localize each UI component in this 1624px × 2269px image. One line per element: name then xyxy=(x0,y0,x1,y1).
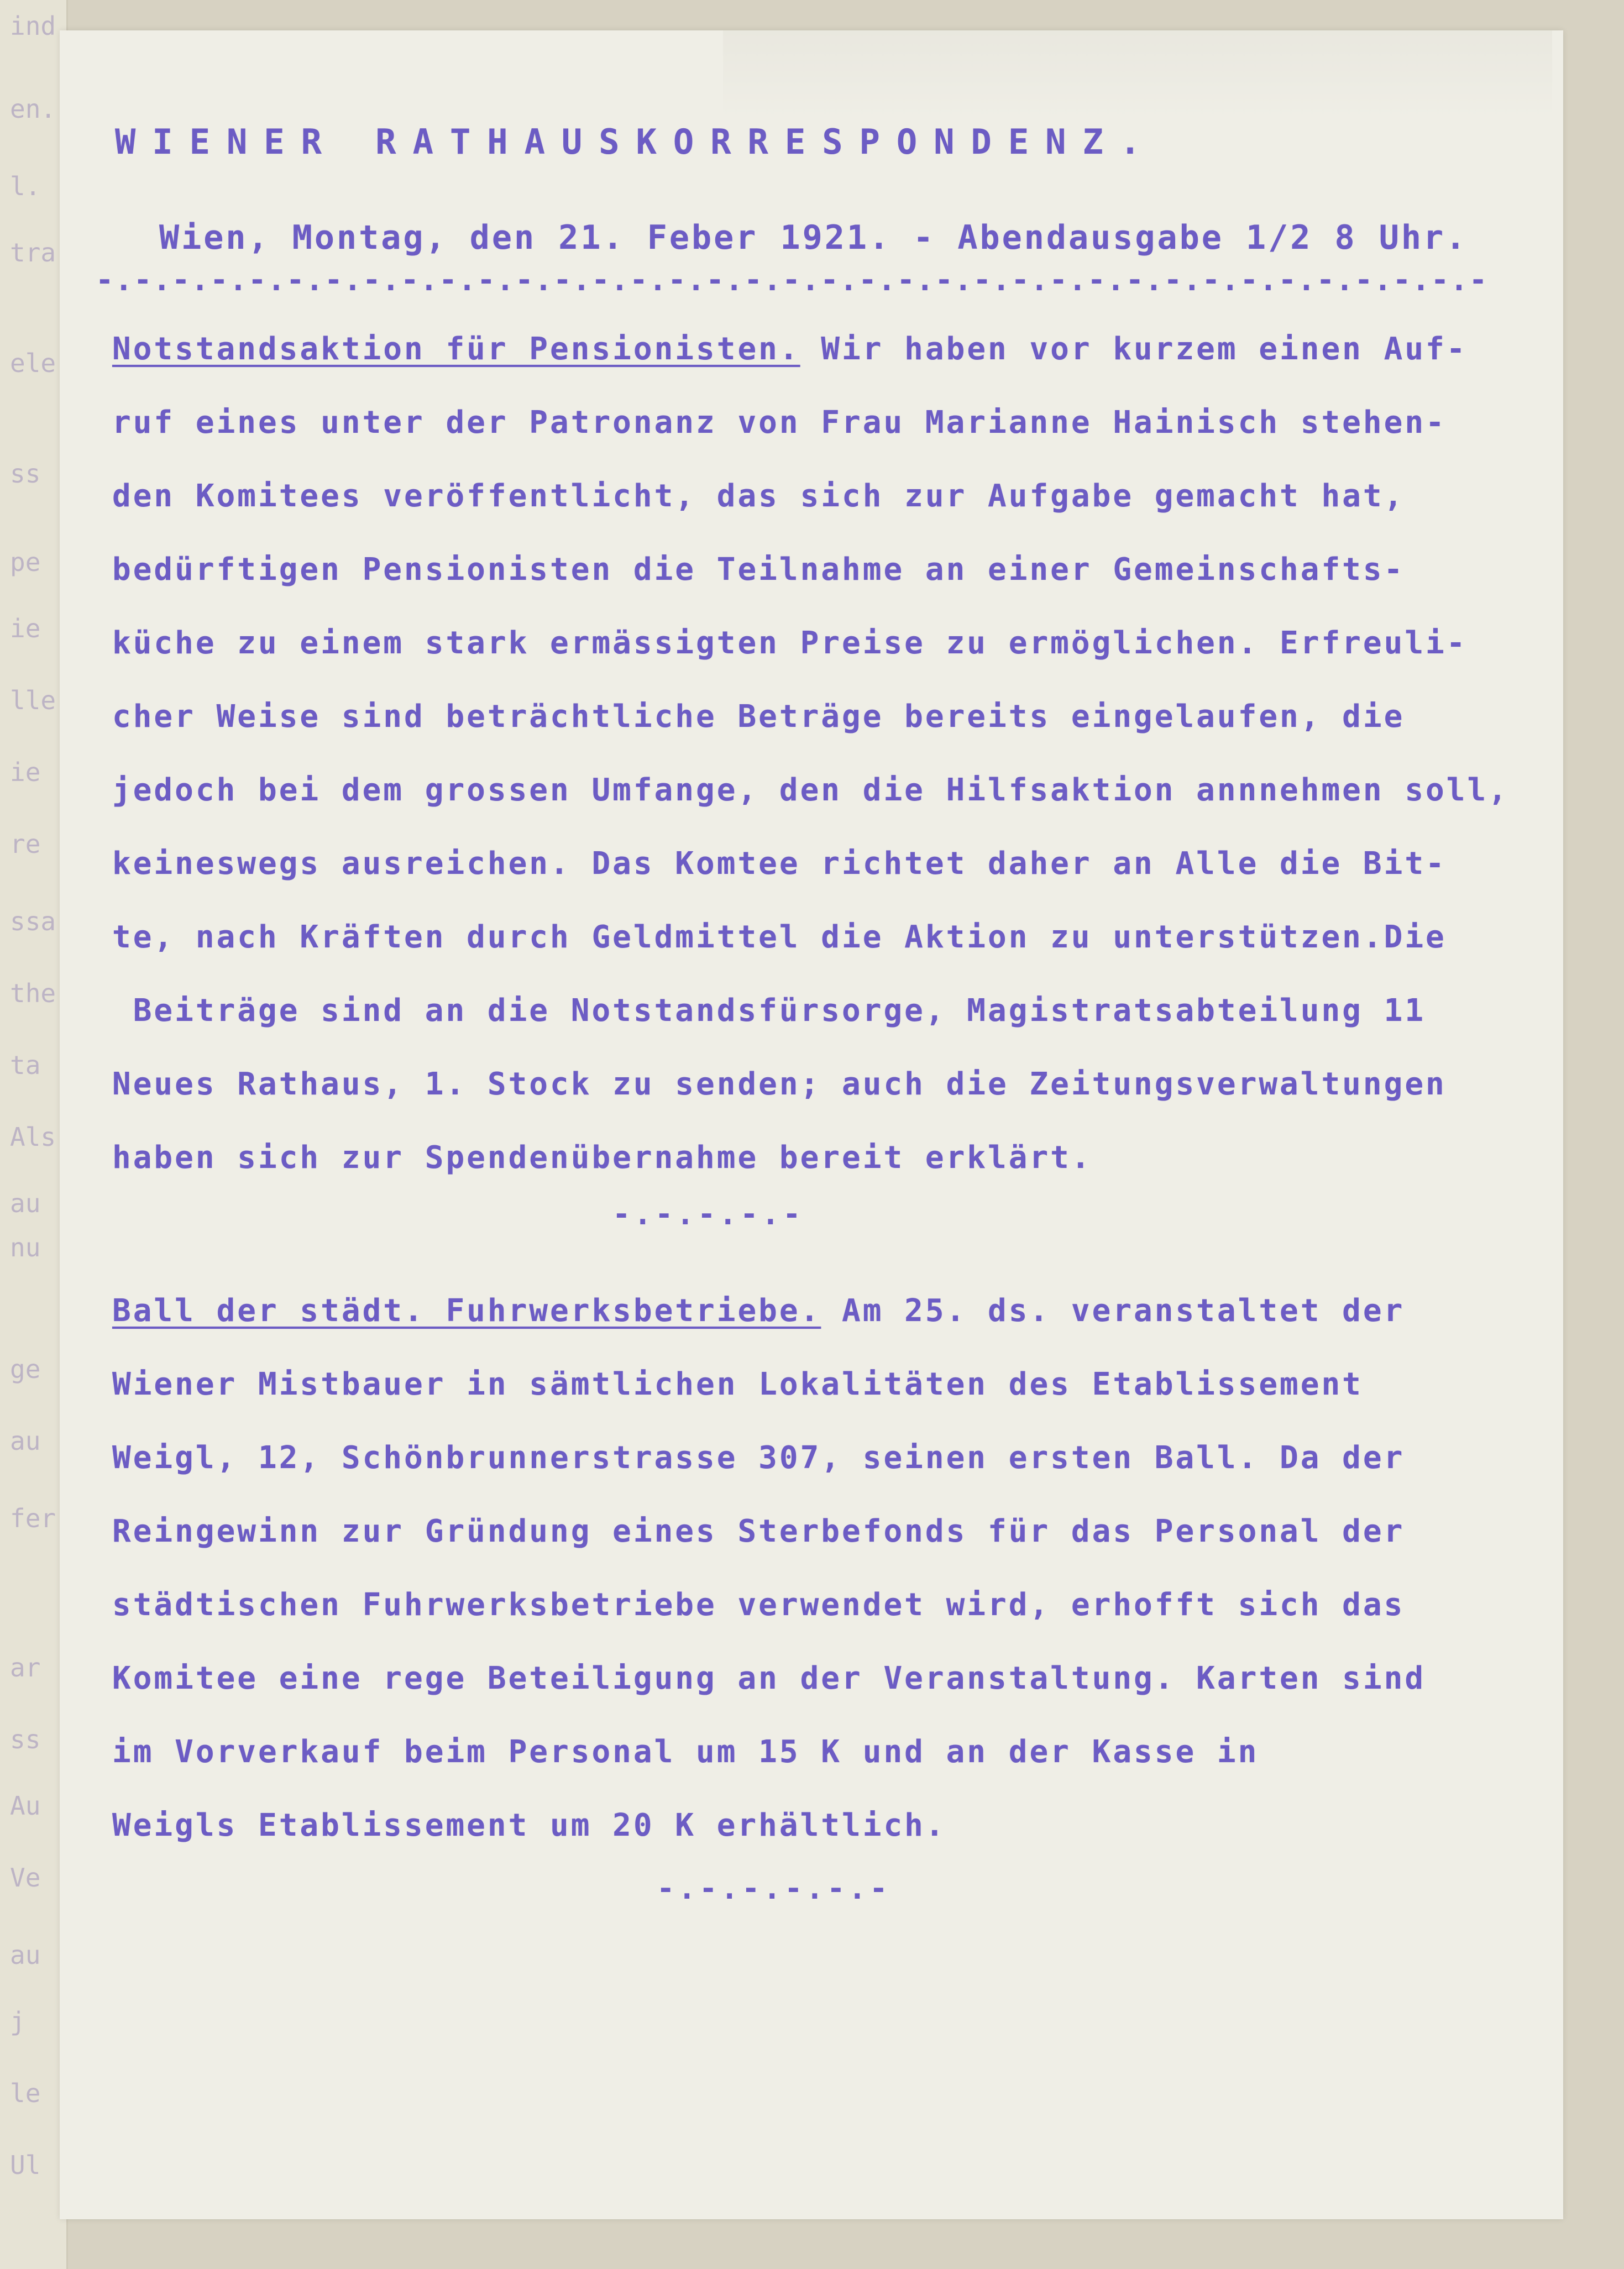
fragment: j xyxy=(10,2006,25,2036)
article-line: städtischen Fuhrwerksbetriebe verwendet wird, erhofft sich das xyxy=(112,1587,1405,1623)
fragment: ge xyxy=(10,1354,41,1384)
article-line: Neues Rathaus, 1. Stock zu senden; auch die Zeitungsverwaltungen xyxy=(112,1066,1447,1102)
article-headline: Notstandsaktion für Pensionisten. xyxy=(112,331,800,367)
article-line: cher Weise sind beträchtliche Beträge bereits eingelaufen, die xyxy=(112,699,1405,735)
article-text: Am 25. ds. veranstaltet der xyxy=(821,1293,1405,1329)
underlying-sheet xyxy=(0,0,68,2269)
fragment: ss xyxy=(10,1725,41,1754)
fragment: en. xyxy=(10,94,56,124)
article-first-line xyxy=(112,1274,1571,1348)
fragment: ssa xyxy=(10,906,56,936)
article-ball xyxy=(112,1274,1571,1862)
article-line: Wiener Mistbauer in sämtlichen Lokalitäten des Etablissement xyxy=(112,1366,1363,1402)
article-line: jedoch bei dem grossen Umfange, den die Hilfsaktion annnehmen soll, xyxy=(112,772,1509,808)
fragment: Ve xyxy=(10,1863,41,1893)
fragment: ar xyxy=(10,1653,41,1683)
fragment: l. xyxy=(10,171,41,201)
fragment: au xyxy=(10,1188,41,1218)
fragment: au xyxy=(10,1426,41,1456)
article-line: Komitee eine rege Beteiligung an der Veranstaltung. Karten sind xyxy=(112,1660,1426,1696)
fragment: ind xyxy=(10,11,56,41)
fragment: au xyxy=(10,1940,41,1970)
article-line: im Vorverkauf beim Personal um 15 K und an der Kasse in xyxy=(112,1734,1259,1770)
article-line: Weigl, 12, Schönbrunnerstrasse 307, seinen ersten Ball. Da der xyxy=(112,1440,1405,1476)
typewritten-page xyxy=(60,30,1563,2219)
fragment: ta xyxy=(10,1050,41,1080)
article-line: küche zu einem stark ermässigten Preise zu ermöglichen. Erfreuli- xyxy=(112,625,1468,661)
section-separator: -.-.-.-.-.- xyxy=(657,1871,891,1906)
fragment: tra xyxy=(10,238,56,268)
fragment: ie xyxy=(10,757,41,787)
fragment: ss xyxy=(10,459,41,489)
fragment: Als xyxy=(10,1122,56,1152)
fragment: lle xyxy=(10,685,56,715)
fragment: nu xyxy=(10,1233,41,1262)
underlying-sheet-text xyxy=(0,0,66,2269)
article-headline: Ball der städt. Fuhrwerksbetriebe. xyxy=(112,1293,821,1329)
article-line: haben sich zur Spendenübernahme bereit erklärt. xyxy=(112,1140,1092,1176)
fragment: fer xyxy=(10,1503,56,1533)
article-line: te, nach Kräften durch Geldmittel die Aktion zu unterstützen.Die xyxy=(112,919,1447,955)
header-rule: -.-.-.-.-.-.-.-.-.-.-.-.-.-.-.-.-.-.-.-.-.-.-.-.-.-.-.-.-.-.-.-.-.-.-.-.- xyxy=(96,263,1489,297)
article-line: bedürftigen Pensionisten die Teilnahme an einer Gemeinschafts- xyxy=(112,552,1405,588)
fragment: re xyxy=(10,829,41,859)
fragment: Ul xyxy=(10,2150,41,2180)
fragment: Au xyxy=(10,1791,41,1821)
article-line: Weigls Etablissement um 20 K erhältlich. xyxy=(112,1807,946,1843)
section-separator: -.-.-.-.- xyxy=(612,1197,804,1232)
fragment: le xyxy=(10,2078,41,2108)
fragment: pe xyxy=(10,547,41,577)
article-line: ruf eines unter der Patronanz von Frau Marianne Hainisch stehen- xyxy=(112,405,1447,441)
article-line: Reingewinn zur Gründung eines Sterbefonds für das Personal der xyxy=(112,1513,1405,1549)
article-pensionisten xyxy=(112,312,1571,1194)
masthead: WIENER RATHAUSKORRESPONDENZ. xyxy=(115,122,1157,162)
article-line: den Komitees veröffentlicht, das sich zur Aufgabe gemacht hat, xyxy=(112,478,1405,514)
article-first-line xyxy=(112,312,1571,386)
article-text: Wir haben vor kurzem einen Auf- xyxy=(800,331,1468,367)
article-line: keineswegs ausreichen. Das Komtee richtet daher an Alle die Bit- xyxy=(112,846,1447,882)
fragment: ele xyxy=(10,348,56,378)
article-line: Beiträge sind an die Notstandsfürsorge, Magistratsabteilung 11 xyxy=(112,993,1426,1029)
fragment: the xyxy=(10,978,56,1008)
dateline: Wien, Montag, den 21. Feber 1921. - Abendausgabe 1/2 8 Uhr. xyxy=(159,218,1468,257)
fragment: ie xyxy=(10,614,41,643)
